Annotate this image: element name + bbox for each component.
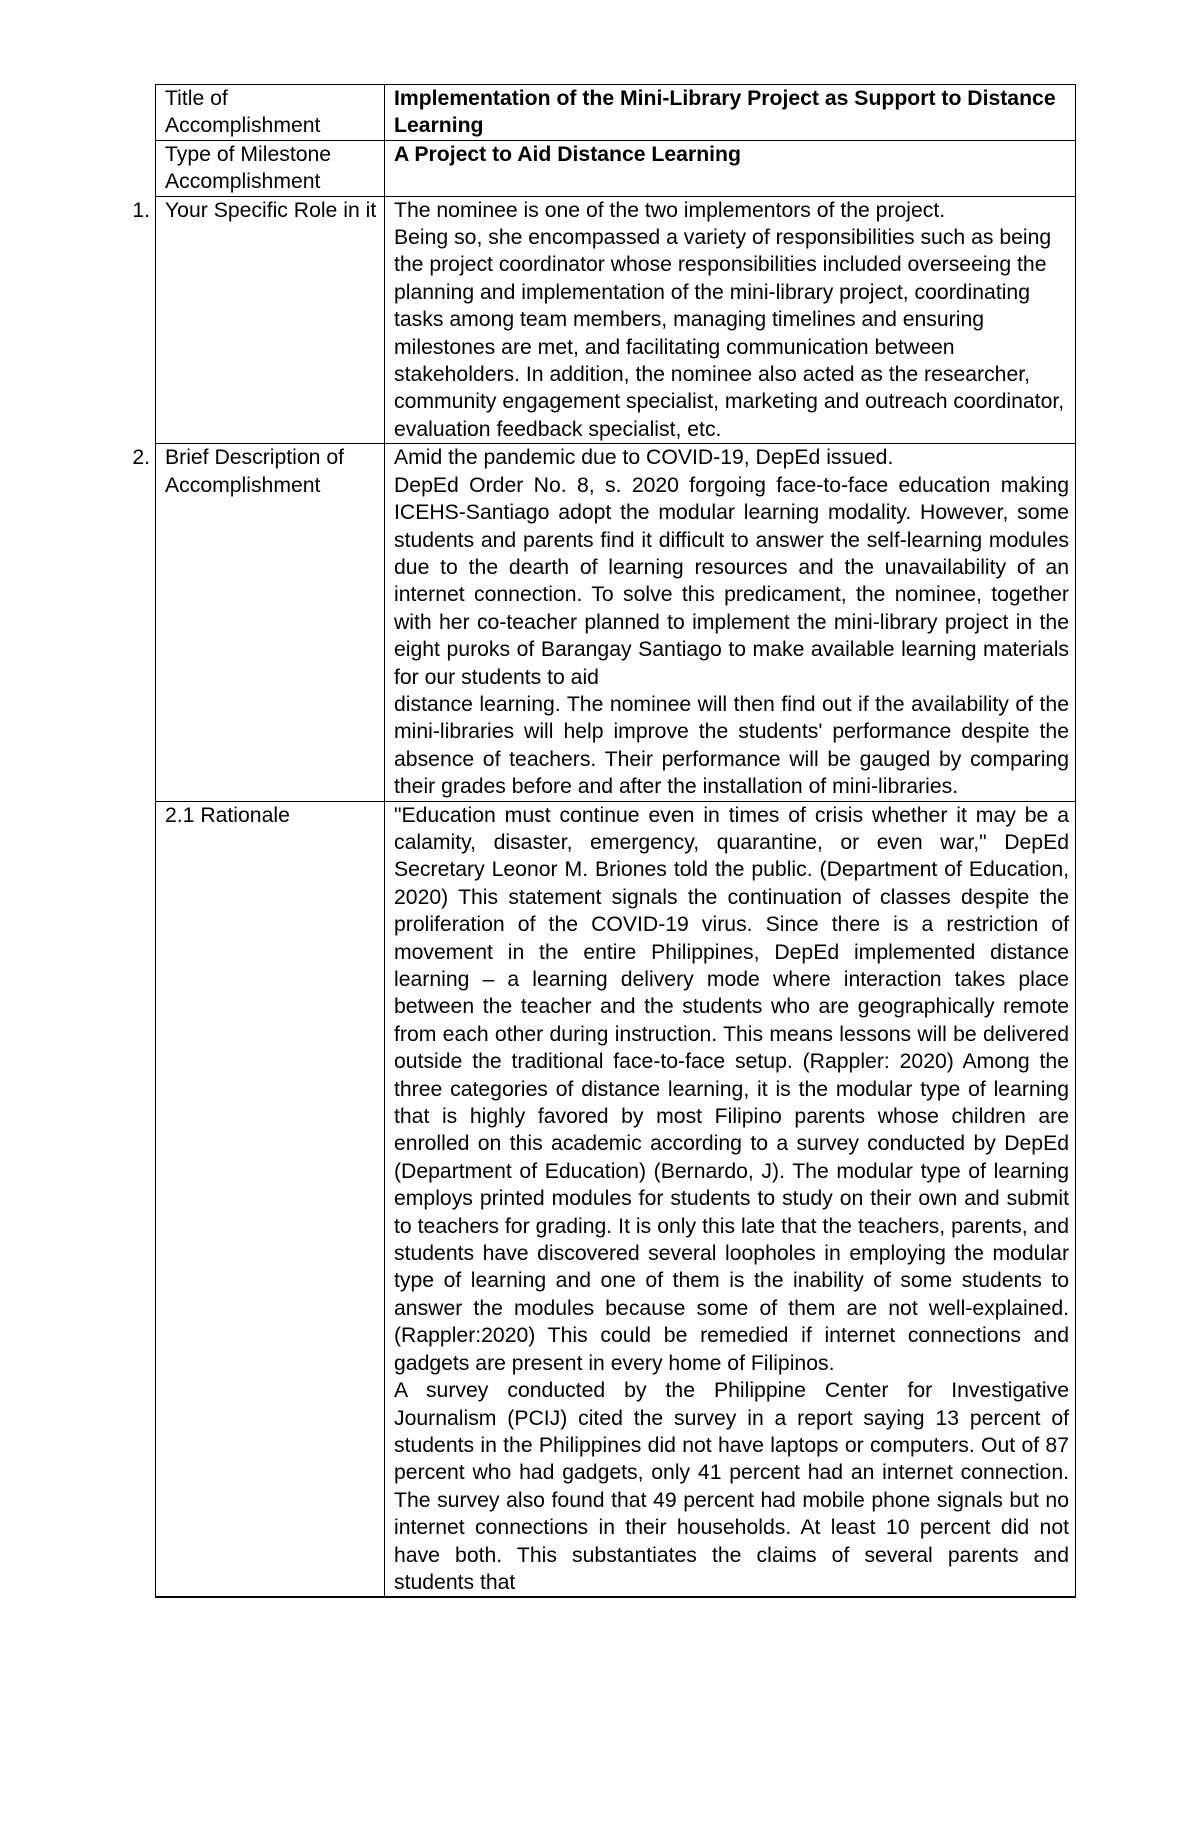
row-label-cell bbox=[156, 85, 385, 141]
row-label-cell bbox=[132, 196, 385, 444]
row-label-cell bbox=[156, 140, 385, 196]
row-label: 2.1 Rationale bbox=[165, 803, 290, 827]
paragraph: A Project to Aid Distance Learning bbox=[394, 142, 741, 166]
row-label: Type of Milestone Accomplishment bbox=[165, 142, 332, 194]
table-row bbox=[156, 140, 1076, 196]
accomplishment-title bbox=[385, 85, 1076, 141]
row-label: Title of Accomplishment bbox=[165, 87, 321, 138]
accomplishment-table bbox=[132, 84, 1076, 1598]
paragraph: Implementation of the Mini-Library Project as Support to Distance Learning bbox=[394, 87, 1056, 138]
brief-description-content bbox=[385, 444, 1076, 801]
paragraph: Being so, she encompassed a variety of responsibilities such as being the project coordinator whose responsibilities included overseeing the planning and implementation of the mini-library project, coordinating tasks among team members, managing timelines and ensuring milestones are met, and facilitating communication between stakeholders. In addition, the nominee also acted as the researcher, community engagement specialist, marketing and outreach coordinator, evaluation feedback specialist, etc. bbox=[394, 226, 1065, 441]
table-row bbox=[156, 196, 1076, 444]
paragraph: Amid the pandemic due to COVID-19, DepEd issued. bbox=[394, 446, 894, 470]
paragraph: "Education must continue even in times of crisis whether it may be a calamity, disaster, emergency, quarantine, or even war," DepEd Secretary Leonor M. Briones told the public. (Department of Education, 2020) This statement signals the continuation of classes despite the proliferation of the COVID-19 virus. Since there is a restriction of movement in the entire Philippines, DepEd implemented distance learning – a learning delivery mode where interaction takes place between the teacher and the students who are geographically remote from each other during instruction. This means lessons will be delivered outside the traditional face-to-face setup. (Rappler: 2020) Among the three categories of distance learning, it is the modular type of learning that is highly favored by most Filipino parents whose children are enrolled on this academic according to a survey conducted by DepEd (Department of Education) (Bernardo, J). The modular type of learning employs printed modules for students to study on their own and submit to teachers for grading. It is only this late that the teachers, parents, and students have discovered several loopholes in employing the modular type of learning and one of them is the inability of some students to answer the modules because some of them are not well-explained. (Rappler:2020) This could be remedied if internet connections and gadgets are present in every home of Filipinos. bbox=[394, 803, 1069, 1375]
row-label-cell bbox=[132, 444, 385, 801]
paragraph: distance learning. The nominee will then find out if the availability of the mini-libraries will help improve the students' performance despite the absence of teachers. Their performance will be gauged by comparing their grades before and after the installation of mini-libraries. bbox=[394, 692, 1069, 799]
row-number: 1. bbox=[132, 198, 150, 222]
paragraph: A survey conducted by the Philippine Center for Investigative Journalism (PCIJ) cited the survey in a report saying 13 percent of students in the Philippines did not have laptops or computers. Out of 87 percent who had gadgets, only 41 percent had an internet connection. The survey also found that 49 percent had mobile phone signals but no internet connections in their households. At least 10 percent did not have both. This substantiates the claims of several parents and students that bbox=[394, 1379, 1069, 1594]
paragraph: DepEd Order No. 8, s. 2020 forgoing face-to-face education making ICEHS-Santiago adopt the modular learning modality. However, some students and parents find it difficult to answer the self-learning modules due to the dearth of learning resources and the unavailability of an internet connection. To solve this predicament, the nominee, together with her co-teacher planned to implement the mini-library project in the eight puroks of Barangay Santiago to make available learning materials for our students to aid bbox=[394, 473, 1069, 689]
row-label: Brief Description of Accomplishment bbox=[165, 446, 344, 497]
table-row bbox=[156, 85, 1076, 141]
row-label-cell bbox=[156, 801, 385, 1597]
row-label: Your Specific Role in it bbox=[165, 198, 377, 222]
specific-role-content bbox=[385, 196, 1076, 444]
paragraph: The nominee is one of the two implementors of the project. bbox=[394, 198, 946, 222]
table-row bbox=[156, 801, 1076, 1597]
milestone-type bbox=[385, 140, 1076, 196]
row-number: 2. bbox=[132, 446, 150, 470]
table-row bbox=[156, 444, 1076, 801]
rationale-content bbox=[385, 801, 1076, 1597]
